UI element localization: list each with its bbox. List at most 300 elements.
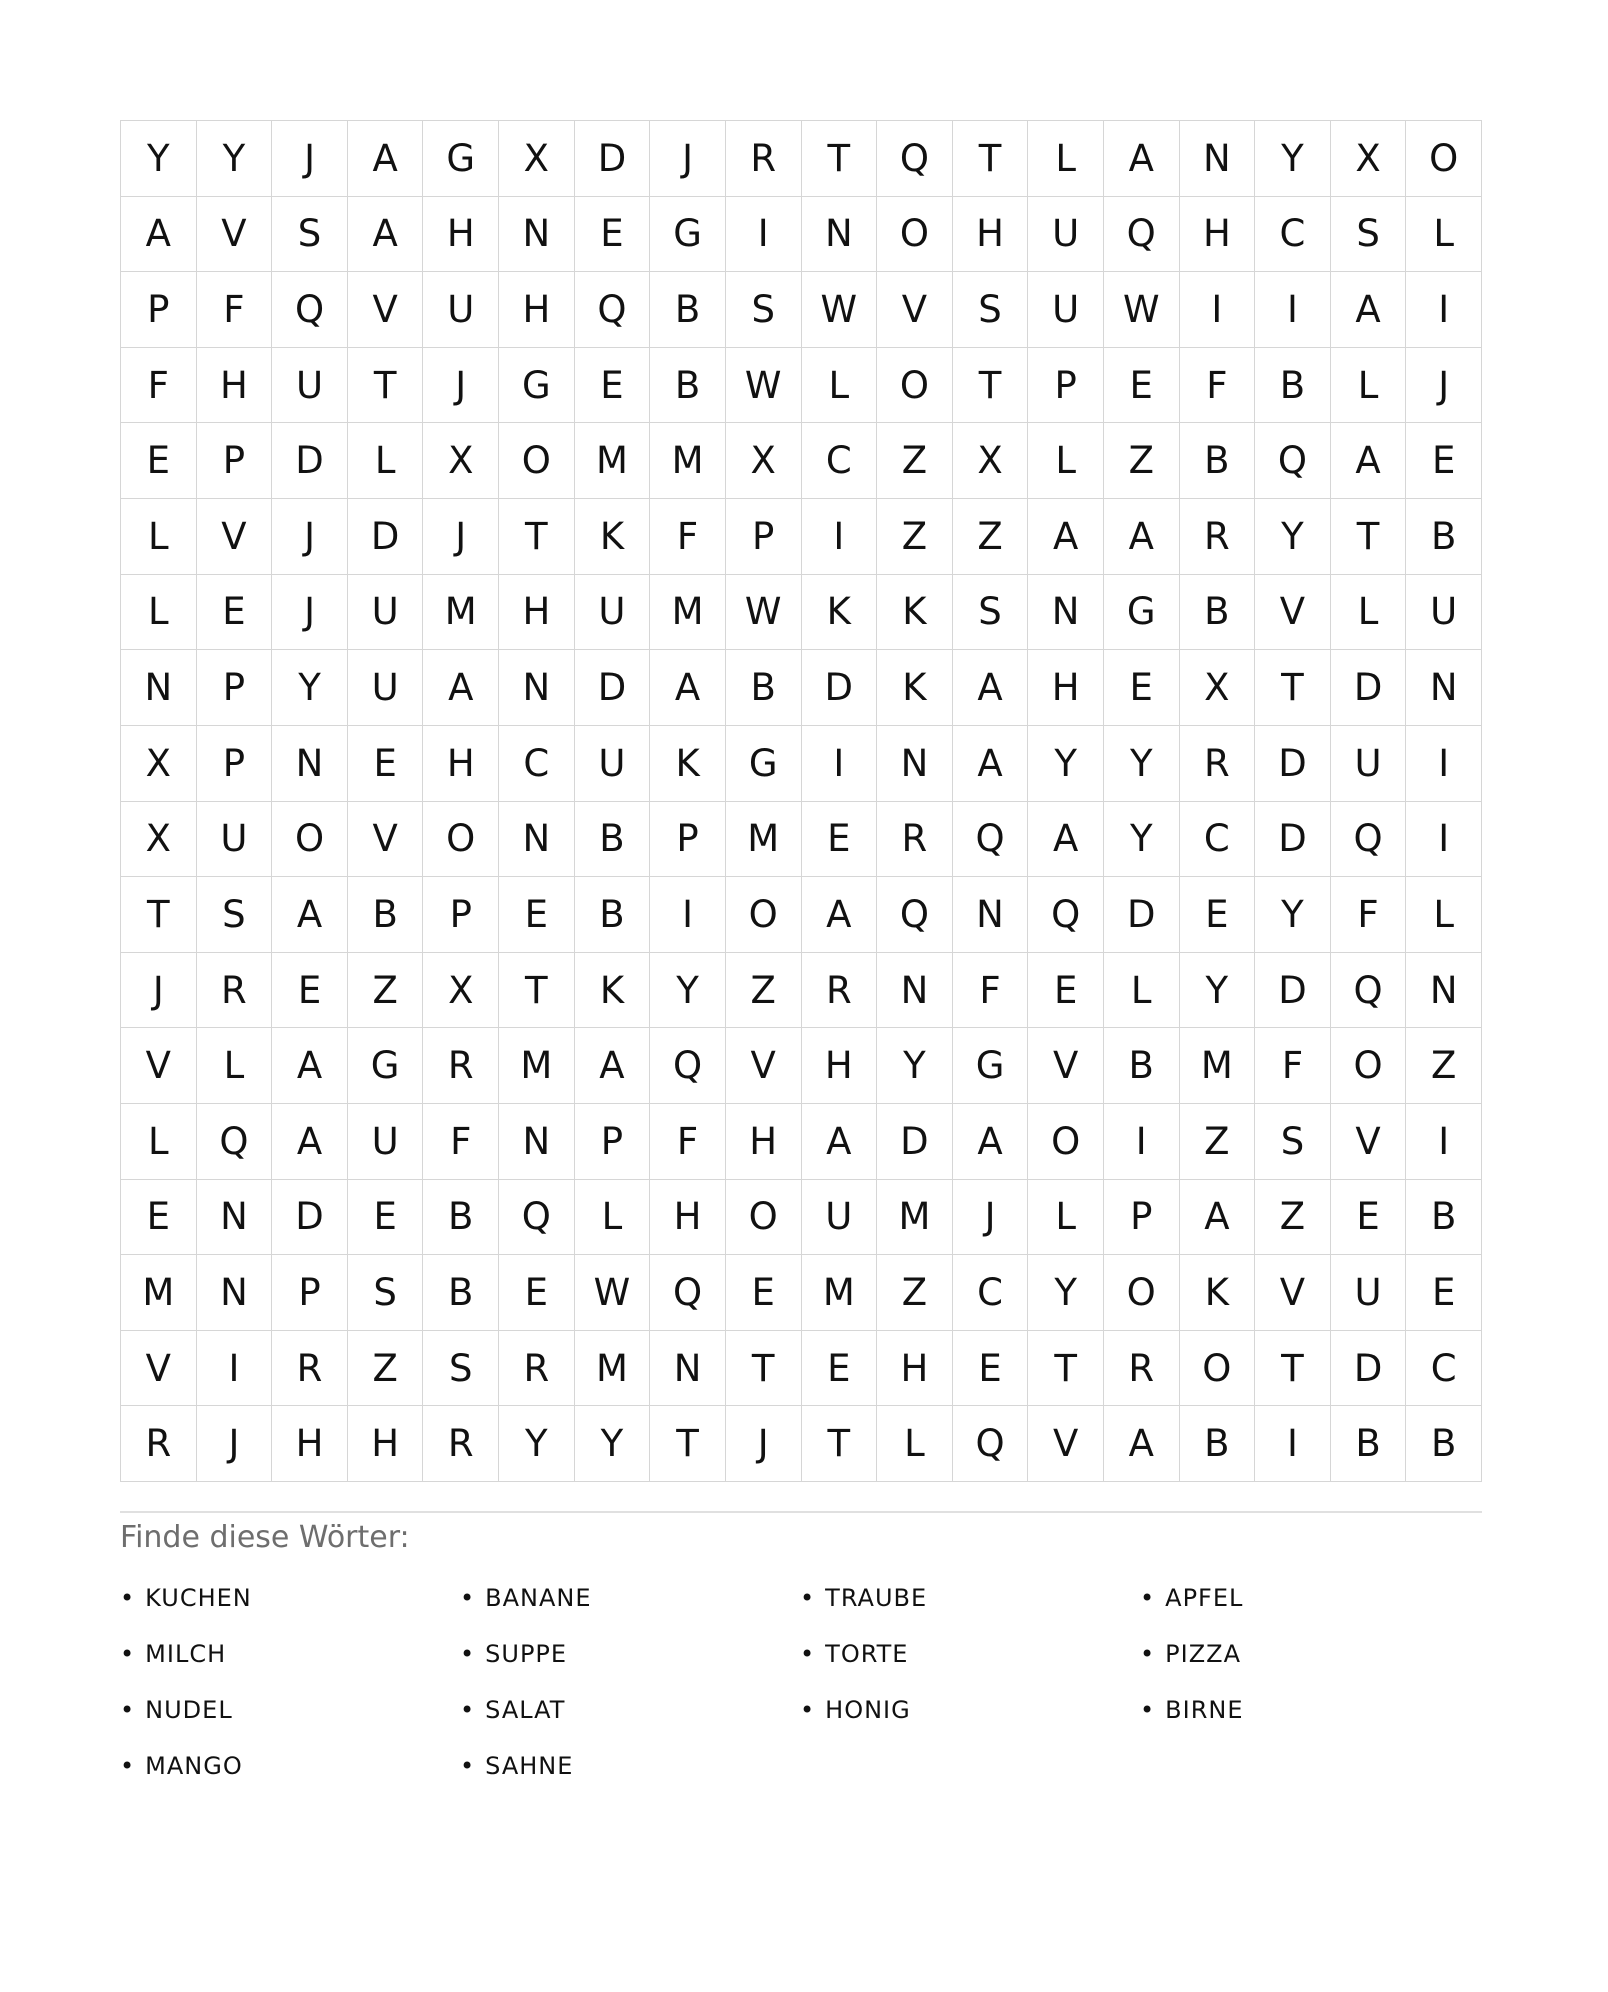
grid-cell[interactable]: S (953, 575, 1029, 651)
grid-cell[interactable]: R (802, 953, 878, 1029)
grid-cell[interactable]: N (650, 1331, 726, 1407)
grid-cell[interactable]: F (423, 1104, 499, 1180)
grid-cell[interactable]: Z (877, 1255, 953, 1331)
grid-cell[interactable]: C (1255, 197, 1331, 273)
grid-cell[interactable]: P (575, 1104, 651, 1180)
grid-cell[interactable]: C (1406, 1331, 1482, 1407)
grid-cell[interactable]: E (272, 953, 348, 1029)
grid-cell[interactable]: K (575, 953, 651, 1029)
grid-cell[interactable]: J (650, 121, 726, 197)
grid-cell[interactable]: K (802, 575, 878, 651)
grid-cell[interactable]: B (1406, 1180, 1482, 1256)
grid-cell[interactable]: A (1028, 802, 1104, 878)
grid-cell[interactable]: K (877, 650, 953, 726)
grid-cell[interactable]: Y (121, 121, 197, 197)
grid-cell[interactable]: U (1331, 1255, 1407, 1331)
grid-cell[interactable]: I (1406, 726, 1482, 802)
grid-cell[interactable]: F (953, 953, 1029, 1029)
grid-cell[interactable]: D (272, 423, 348, 499)
grid-cell[interactable]: Y (272, 650, 348, 726)
grid-cell[interactable]: V (1255, 1255, 1331, 1331)
grid-cell[interactable]: M (802, 1255, 878, 1331)
grid-cell[interactable]: W (802, 272, 878, 348)
grid-cell[interactable]: D (802, 650, 878, 726)
grid-cell[interactable]: D (1104, 877, 1180, 953)
grid-cell[interactable]: C (1180, 802, 1256, 878)
grid-cell[interactable]: E (1028, 953, 1104, 1029)
grid-cell[interactable]: X (121, 726, 197, 802)
grid-cell[interactable]: D (1331, 650, 1407, 726)
grid-cell[interactable]: S (1331, 197, 1407, 273)
grid-cell[interactable]: A (953, 1104, 1029, 1180)
grid-cell[interactable]: E (802, 1331, 878, 1407)
grid-cell[interactable]: V (1255, 575, 1331, 651)
grid-cell[interactable]: V (121, 1028, 197, 1104)
grid-cell[interactable]: C (802, 423, 878, 499)
grid-cell[interactable]: V (1331, 1104, 1407, 1180)
grid-cell[interactable]: I (802, 726, 878, 802)
grid-cell[interactable]: I (1406, 272, 1482, 348)
grid-cell[interactable]: O (1028, 1104, 1104, 1180)
grid-cell[interactable]: E (348, 726, 424, 802)
grid-cell[interactable]: E (1406, 1255, 1482, 1331)
grid-cell[interactable]: Z (877, 423, 953, 499)
grid-cell[interactable]: I (726, 197, 802, 273)
grid-cell[interactable]: P (197, 650, 273, 726)
grid-cell[interactable]: L (1406, 197, 1482, 273)
grid-cell[interactable]: Z (953, 499, 1029, 575)
grid-cell[interactable]: B (1255, 348, 1331, 424)
grid-cell[interactable]: Y (650, 953, 726, 1029)
grid-cell[interactable]: R (423, 1028, 499, 1104)
grid-cell[interactable]: F (197, 272, 273, 348)
grid-cell[interactable]: I (1406, 802, 1482, 878)
grid-cell[interactable]: A (802, 877, 878, 953)
grid-cell[interactable]: A (1028, 499, 1104, 575)
grid-cell[interactable]: H (802, 1028, 878, 1104)
grid-cell[interactable]: U (575, 726, 651, 802)
grid-cell[interactable]: B (1406, 499, 1482, 575)
grid-cell[interactable]: T (953, 121, 1029, 197)
grid-cell[interactable]: Q (877, 877, 953, 953)
grid-cell[interactable]: F (121, 348, 197, 424)
grid-cell[interactable]: I (197, 1331, 273, 1407)
grid-cell[interactable]: U (575, 575, 651, 651)
grid-cell[interactable]: V (197, 499, 273, 575)
grid-cell[interactable]: H (1028, 650, 1104, 726)
grid-cell[interactable]: A (575, 1028, 651, 1104)
grid-cell[interactable]: Q (272, 272, 348, 348)
grid-cell[interactable]: P (197, 423, 273, 499)
grid-cell[interactable]: L (575, 1180, 651, 1256)
grid-cell[interactable]: H (423, 197, 499, 273)
grid-cell[interactable]: V (197, 197, 273, 273)
grid-cell[interactable]: Q (1028, 877, 1104, 953)
grid-cell[interactable]: H (272, 1406, 348, 1482)
grid-cell[interactable]: F (650, 499, 726, 575)
grid-cell[interactable]: T (1028, 1331, 1104, 1407)
grid-cell[interactable]: E (121, 423, 197, 499)
grid-cell[interactable]: O (1180, 1331, 1256, 1407)
grid-cell[interactable]: P (423, 877, 499, 953)
grid-cell[interactable]: T (1255, 650, 1331, 726)
grid-cell[interactable]: U (1028, 272, 1104, 348)
grid-cell[interactable]: I (1104, 1104, 1180, 1180)
grid-cell[interactable]: E (1180, 877, 1256, 953)
grid-cell[interactable]: L (121, 499, 197, 575)
grid-cell[interactable]: R (877, 802, 953, 878)
grid-cell[interactable]: Y (1255, 499, 1331, 575)
grid-cell[interactable]: X (423, 423, 499, 499)
grid-cell[interactable]: C (953, 1255, 1029, 1331)
grid-cell[interactable]: P (650, 802, 726, 878)
grid-cell[interactable]: T (953, 348, 1029, 424)
grid-cell[interactable]: E (348, 1180, 424, 1256)
grid-cell[interactable]: V (348, 272, 424, 348)
grid-cell[interactable]: L (121, 575, 197, 651)
grid-cell[interactable]: Y (1104, 802, 1180, 878)
grid-cell[interactable]: T (1255, 1331, 1331, 1407)
grid-cell[interactable]: C (499, 726, 575, 802)
grid-cell[interactable]: D (575, 121, 651, 197)
grid-cell[interactable]: N (499, 1104, 575, 1180)
grid-cell[interactable]: G (726, 726, 802, 802)
grid-cell[interactable]: L (197, 1028, 273, 1104)
grid-cell[interactable]: X (121, 802, 197, 878)
grid-cell[interactable]: M (650, 575, 726, 651)
grid-cell[interactable]: A (121, 197, 197, 273)
grid-cell[interactable]: X (953, 423, 1029, 499)
grid-cell[interactable]: A (1180, 1180, 1256, 1256)
grid-cell[interactable]: T (1331, 499, 1407, 575)
grid-cell[interactable]: Q (575, 272, 651, 348)
grid-cell[interactable]: B (348, 877, 424, 953)
grid-cell[interactable]: T (802, 121, 878, 197)
grid-cell[interactable]: N (197, 1180, 273, 1256)
grid-cell[interactable]: M (726, 802, 802, 878)
grid-cell[interactable]: T (499, 499, 575, 575)
grid-cell[interactable]: A (1331, 423, 1407, 499)
grid-cell[interactable]: R (1104, 1331, 1180, 1407)
grid-cell[interactable]: Y (575, 1406, 651, 1482)
grid-cell[interactable]: O (726, 1180, 802, 1256)
grid-cell[interactable]: Z (877, 499, 953, 575)
grid-cell[interactable]: S (726, 272, 802, 348)
grid-cell[interactable]: J (272, 499, 348, 575)
grid-cell[interactable]: B (726, 650, 802, 726)
grid-cell[interactable]: L (877, 1406, 953, 1482)
grid-cell[interactable]: M (499, 1028, 575, 1104)
grid-cell[interactable]: E (197, 575, 273, 651)
grid-cell[interactable]: A (423, 650, 499, 726)
grid-cell[interactable]: P (1104, 1180, 1180, 1256)
grid-cell[interactable]: B (575, 877, 651, 953)
grid-cell[interactable]: T (348, 348, 424, 424)
grid-cell[interactable]: J (272, 121, 348, 197)
grid-cell[interactable]: Z (348, 1331, 424, 1407)
grid-cell[interactable]: A (802, 1104, 878, 1180)
grid-cell[interactable]: K (650, 726, 726, 802)
grid-cell[interactable]: K (877, 575, 953, 651)
grid-cell[interactable]: B (650, 348, 726, 424)
grid-cell[interactable]: U (272, 348, 348, 424)
grid-cell[interactable]: D (1331, 1331, 1407, 1407)
grid-cell[interactable]: F (1255, 1028, 1331, 1104)
grid-cell[interactable]: B (423, 1180, 499, 1256)
grid-cell[interactable]: A (1104, 1406, 1180, 1482)
grid-cell[interactable]: B (423, 1255, 499, 1331)
grid-cell[interactable]: Z (726, 953, 802, 1029)
grid-cell[interactable]: E (575, 348, 651, 424)
grid-cell[interactable]: N (121, 650, 197, 726)
grid-cell[interactable]: U (802, 1180, 878, 1256)
grid-cell[interactable]: V (121, 1331, 197, 1407)
grid-cell[interactable]: W (726, 348, 802, 424)
grid-cell[interactable]: S (197, 877, 273, 953)
grid-cell[interactable]: W (726, 575, 802, 651)
grid-cell[interactable]: V (348, 802, 424, 878)
grid-cell[interactable]: R (499, 1331, 575, 1407)
grid-cell[interactable]: Q (650, 1028, 726, 1104)
grid-cell[interactable]: E (499, 1255, 575, 1331)
grid-cell[interactable]: U (197, 802, 273, 878)
grid-cell[interactable]: M (575, 423, 651, 499)
grid-cell[interactable]: J (197, 1406, 273, 1482)
grid-cell[interactable]: V (1028, 1406, 1104, 1482)
grid-cell[interactable]: U (348, 1104, 424, 1180)
grid-cell[interactable]: I (1406, 1104, 1482, 1180)
grid-cell[interactable]: N (197, 1255, 273, 1331)
grid-cell[interactable]: A (272, 877, 348, 953)
grid-cell[interactable]: E (121, 1180, 197, 1256)
grid-cell[interactable]: X (423, 953, 499, 1029)
grid-cell[interactable]: T (802, 1406, 878, 1482)
grid-cell[interactable]: R (423, 1406, 499, 1482)
grid-cell[interactable]: U (348, 575, 424, 651)
grid-cell[interactable]: Z (1255, 1180, 1331, 1256)
grid-cell[interactable]: M (650, 423, 726, 499)
grid-cell[interactable]: I (1255, 272, 1331, 348)
grid-cell[interactable]: D (1255, 726, 1331, 802)
grid-cell[interactable]: X (499, 121, 575, 197)
grid-cell[interactable]: J (726, 1406, 802, 1482)
grid-cell[interactable]: M (1180, 1028, 1256, 1104)
grid-cell[interactable]: M (877, 1180, 953, 1256)
grid-cell[interactable]: H (726, 1104, 802, 1180)
grid-cell[interactable]: Q (650, 1255, 726, 1331)
grid-cell[interactable]: R (272, 1331, 348, 1407)
grid-cell[interactable]: H (499, 272, 575, 348)
grid-cell[interactable]: L (1028, 121, 1104, 197)
grid-cell[interactable]: P (121, 272, 197, 348)
grid-cell[interactable]: X (1180, 650, 1256, 726)
grid-cell[interactable]: S (953, 272, 1029, 348)
grid-cell[interactable]: A (272, 1104, 348, 1180)
grid-cell[interactable]: P (197, 726, 273, 802)
grid-cell[interactable]: I (802, 499, 878, 575)
grid-cell[interactable]: Q (1104, 197, 1180, 273)
grid-cell[interactable]: L (1104, 953, 1180, 1029)
grid-cell[interactable]: O (1104, 1255, 1180, 1331)
grid-cell[interactable]: L (348, 423, 424, 499)
grid-cell[interactable]: O (423, 802, 499, 878)
grid-cell[interactable]: Q (499, 1180, 575, 1256)
grid-cell[interactable]: N (1406, 953, 1482, 1029)
grid-cell[interactable]: D (1255, 953, 1331, 1029)
grid-cell[interactable]: B (575, 802, 651, 878)
grid-cell[interactable]: H (348, 1406, 424, 1482)
grid-cell[interactable]: R (1180, 726, 1256, 802)
grid-cell[interactable]: L (1331, 575, 1407, 651)
grid-cell[interactable]: J (953, 1180, 1029, 1256)
grid-cell[interactable]: U (1406, 575, 1482, 651)
grid-cell[interactable]: V (726, 1028, 802, 1104)
grid-cell[interactable]: N (1028, 575, 1104, 651)
grid-cell[interactable]: Z (1406, 1028, 1482, 1104)
grid-cell[interactable]: Q (197, 1104, 273, 1180)
grid-cell[interactable]: H (499, 575, 575, 651)
grid-cell[interactable]: D (877, 1104, 953, 1180)
grid-cell[interactable]: E (802, 802, 878, 878)
grid-cell[interactable]: A (1104, 121, 1180, 197)
grid-cell[interactable]: N (499, 802, 575, 878)
grid-cell[interactable]: I (1255, 1406, 1331, 1482)
grid-cell[interactable]: G (650, 197, 726, 273)
grid-cell[interactable]: F (1180, 348, 1256, 424)
grid-cell[interactable]: O (726, 877, 802, 953)
grid-cell[interactable]: D (348, 499, 424, 575)
grid-cell[interactable]: N (499, 650, 575, 726)
grid-cell[interactable]: Z (1180, 1104, 1256, 1180)
grid-cell[interactable]: A (953, 726, 1029, 802)
grid-cell[interactable]: N (877, 726, 953, 802)
grid-cell[interactable]: E (1104, 348, 1180, 424)
grid-cell[interactable]: G (1104, 575, 1180, 651)
grid-cell[interactable]: J (272, 575, 348, 651)
grid-cell[interactable]: W (575, 1255, 651, 1331)
grid-cell[interactable]: Y (1028, 726, 1104, 802)
grid-cell[interactable]: N (1406, 650, 1482, 726)
grid-cell[interactable]: T (121, 877, 197, 953)
grid-cell[interactable]: L (121, 1104, 197, 1180)
grid-cell[interactable]: B (1104, 1028, 1180, 1104)
grid-cell[interactable]: Y (1180, 953, 1256, 1029)
grid-cell[interactable]: H (1180, 197, 1256, 273)
grid-cell[interactable]: N (953, 877, 1029, 953)
grid-cell[interactable]: E (726, 1255, 802, 1331)
grid-cell[interactable]: K (1180, 1255, 1256, 1331)
grid-cell[interactable]: N (1180, 121, 1256, 197)
grid-cell[interactable]: Y (1028, 1255, 1104, 1331)
grid-cell[interactable]: H (650, 1180, 726, 1256)
grid-cell[interactable]: Y (877, 1028, 953, 1104)
grid-cell[interactable]: Y (1255, 121, 1331, 197)
grid-cell[interactable]: E (1104, 650, 1180, 726)
grid-cell[interactable]: P (1028, 348, 1104, 424)
grid-cell[interactable]: O (499, 423, 575, 499)
grid-cell[interactable]: U (348, 650, 424, 726)
grid-cell[interactable]: A (272, 1028, 348, 1104)
grid-cell[interactable]: T (650, 1406, 726, 1482)
grid-cell[interactable]: N (802, 197, 878, 273)
grid-cell[interactable]: G (499, 348, 575, 424)
grid-cell[interactable]: H (423, 726, 499, 802)
grid-cell[interactable]: Q (953, 802, 1029, 878)
grid-cell[interactable]: D (1255, 802, 1331, 878)
grid-cell[interactable]: H (877, 1331, 953, 1407)
grid-cell[interactable]: S (348, 1255, 424, 1331)
grid-cell[interactable]: Y (197, 121, 273, 197)
grid-cell[interactable]: X (726, 423, 802, 499)
grid-cell[interactable]: A (1331, 272, 1407, 348)
grid-cell[interactable]: A (953, 650, 1029, 726)
grid-cell[interactable]: L (802, 348, 878, 424)
grid-cell[interactable]: L (1331, 348, 1407, 424)
grid-cell[interactable]: N (877, 953, 953, 1029)
grid-cell[interactable]: A (1104, 499, 1180, 575)
grid-cell[interactable]: B (1180, 1406, 1256, 1482)
grid-cell[interactable]: J (1406, 348, 1482, 424)
grid-cell[interactable]: Q (1255, 423, 1331, 499)
grid-cell[interactable]: B (1180, 575, 1256, 651)
grid-cell[interactable]: Q (1331, 953, 1407, 1029)
grid-cell[interactable]: M (575, 1331, 651, 1407)
grid-cell[interactable]: H (953, 197, 1029, 273)
grid-cell[interactable]: Z (1104, 423, 1180, 499)
grid-cell[interactable]: R (197, 953, 273, 1029)
grid-cell[interactable]: M (121, 1255, 197, 1331)
grid-cell[interactable]: G (423, 121, 499, 197)
grid-cell[interactable]: Y (1255, 877, 1331, 953)
grid-cell[interactable]: B (650, 272, 726, 348)
grid-cell[interactable]: Q (1331, 802, 1407, 878)
grid-cell[interactable]: M (423, 575, 499, 651)
grid-cell[interactable]: S (1255, 1104, 1331, 1180)
grid-cell[interactable]: E (499, 877, 575, 953)
grid-cell[interactable]: L (1028, 423, 1104, 499)
grid-cell[interactable]: T (726, 1331, 802, 1407)
grid-cell[interactable]: B (1406, 1406, 1482, 1482)
grid-cell[interactable]: A (348, 197, 424, 273)
grid-cell[interactable]: O (1406, 121, 1482, 197)
grid-cell[interactable]: J (423, 499, 499, 575)
grid-cell[interactable]: Q (877, 121, 953, 197)
grid-cell[interactable]: I (650, 877, 726, 953)
grid-cell[interactable]: G (348, 1028, 424, 1104)
grid-cell[interactable]: R (726, 121, 802, 197)
grid-cell[interactable]: B (1180, 423, 1256, 499)
grid-cell[interactable]: L (1028, 1180, 1104, 1256)
grid-cell[interactable]: S (272, 197, 348, 273)
grid-cell[interactable]: P (272, 1255, 348, 1331)
grid-cell[interactable]: L (1406, 877, 1482, 953)
grid-cell[interactable]: U (1331, 726, 1407, 802)
grid-cell[interactable]: U (1028, 197, 1104, 273)
grid-cell[interactable]: N (272, 726, 348, 802)
grid-cell[interactable]: E (1406, 423, 1482, 499)
grid-cell[interactable]: Z (348, 953, 424, 1029)
grid-cell[interactable]: E (953, 1331, 1029, 1407)
grid-cell[interactable]: N (499, 197, 575, 273)
grid-cell[interactable]: B (1331, 1406, 1407, 1482)
grid-cell[interactable]: H (197, 348, 273, 424)
grid-cell[interactable]: O (272, 802, 348, 878)
grid-cell[interactable]: K (575, 499, 651, 575)
grid-cell[interactable]: D (272, 1180, 348, 1256)
grid-cell[interactable]: W (1104, 272, 1180, 348)
grid-cell[interactable]: O (877, 348, 953, 424)
grid-cell[interactable]: S (423, 1331, 499, 1407)
